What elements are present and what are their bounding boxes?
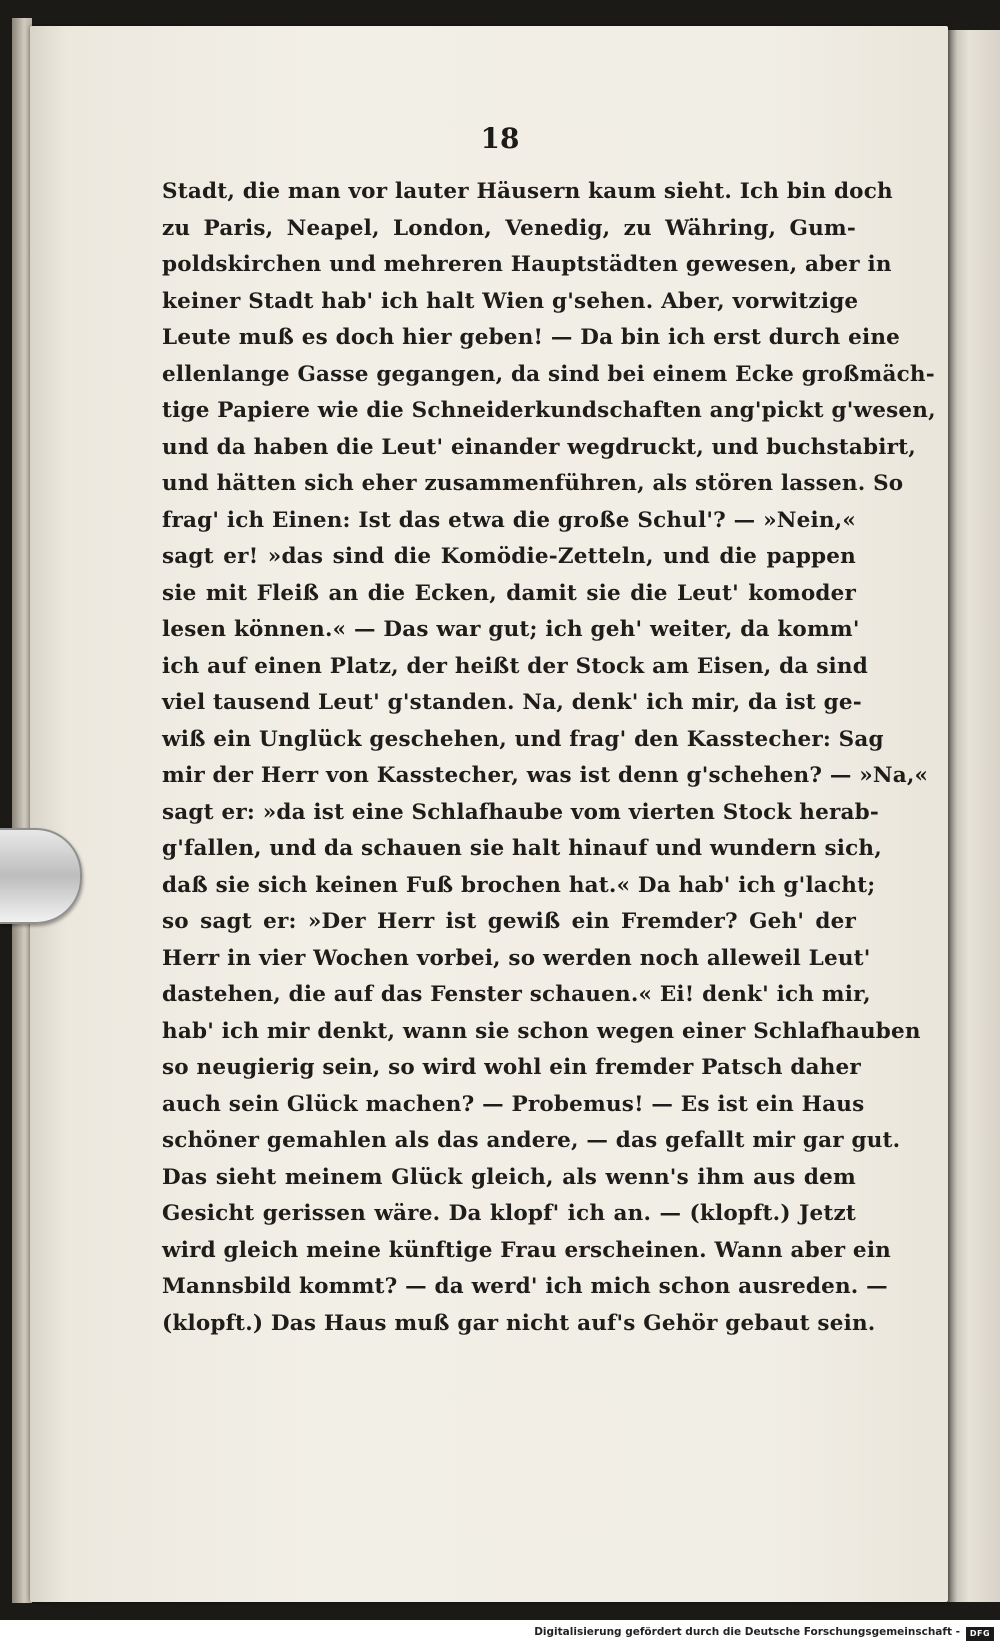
text-line: Herr in vier Wochen vorbei, so werden noch alleweil Leut' [162,945,871,971]
text-line: daß sie sich keinen Fuß brochen hat.« Da hab' ich g'lacht; [162,872,876,898]
text-line: ich auf einen Platz, der heißt der Stock am Eisen, da sind [162,653,868,679]
text-line: Mannsbild kommt? — da werd' ich mich schon ausreden. — [162,1274,888,1299]
text-line: Gesicht gerissen wäre. Da klopf' ich an. — (klopft.) Jetzt [162,1201,856,1226]
text-line: so sagt er: »Der Herr ist gewiß ein Fremder? Geh' der [162,909,856,934]
text-line: und hätten sich eher zusammenführen, als stören lassen. So [162,471,904,496]
text-line: dastehen, die auf das Fenster schauen.« Ei! denk' ich mir, [162,982,871,1007]
footer [0,1624,1000,1645]
text-line: poldskirchen und mehreren Hauptstädten gewesen, aber in [162,252,892,277]
text-line: mir der Herr von Kasstecher, was ist denn g'schehen? — »Na,« [162,763,929,788]
text-line: frag' ich Einen: Ist das etwa die große Schul'? — »Nein,« [162,507,856,533]
text-line: g'fallen, und da schauen sie halt hinauf und wundern sich, [162,836,882,861]
text-line: zu Paris, Neapel, London, Venedig, zu Währing, Gum- [162,215,856,241]
text-line: Stadt, die man vor lauter Häusern kaum sieht. Ich bin doch [162,179,893,204]
text-line: so neugierig sein, so wird wohl ein fremder Patsch daher [162,1055,861,1080]
page-edge [948,30,1000,1602]
dfg-logo: DFG [966,1627,994,1641]
text-line: und da haben die Leut' einander wegdruckt, und buchstabirt, [162,434,916,460]
footer-credit: Digitalisierung gefördert durch die Deutsche Forschungsgemeinschaft - [534,1626,960,1638]
text-line: sie mit Fleiß an die Ecken, damit sie die Leut' komoder [162,580,856,606]
text-line: (klopft.) Das Haus muß gar nicht auf's Gehör gebaut sein. [162,1310,876,1336]
book-spine [12,18,32,1603]
text-line: sagt er! »das sind die Komödie-Zetteln, und die pappen [162,544,856,569]
text-line: wiß ein Unglück geschehen, und frag' den Kasstecher: Sag [162,726,884,752]
text-line: viel tausend Leut' g'standen. Na, denk' ich mir, da ist ge- [162,690,862,715]
text-line: Leute muß es doch hier geben! — Da bin ich erst durch eine [162,325,901,350]
text-line: auch sein Glück machen? — Probemus! — Es ist ein Haus [162,1091,865,1117]
text-line: wird gleich meine künftige Frau erscheinen. Wann aber ein [162,1237,892,1263]
text-line: tige Papiere wie die Schneiderkundschaften ang'pickt g'wesen, [162,398,936,423]
text-line: lesen können.« — Das war gut; ich geh' weiter, da komm' [162,617,860,642]
text-line: hab' ich mir denkt, wann sie schon wegen einer Schlafhauben [162,1018,921,1044]
text-line: Das sieht meinem Glück gleich, als wenn's ihm aus dem [162,1164,856,1190]
page-number: 18 [480,122,520,155]
page-text [162,174,936,1342]
text-line: keiner Stadt hab' ich halt Wien g'sehen. Aber, vorwitzige [162,288,859,314]
text-line: schöner gemahlen als das andere, — das gefallt mir gar gut. [162,1128,901,1153]
text-line: ellenlange Gasse gegangen, da sind bei einem Ecke großmäch- [162,361,935,387]
text-line: sagt er: »da ist eine Schlafhaube vom vierten Stock herab- [162,799,879,825]
